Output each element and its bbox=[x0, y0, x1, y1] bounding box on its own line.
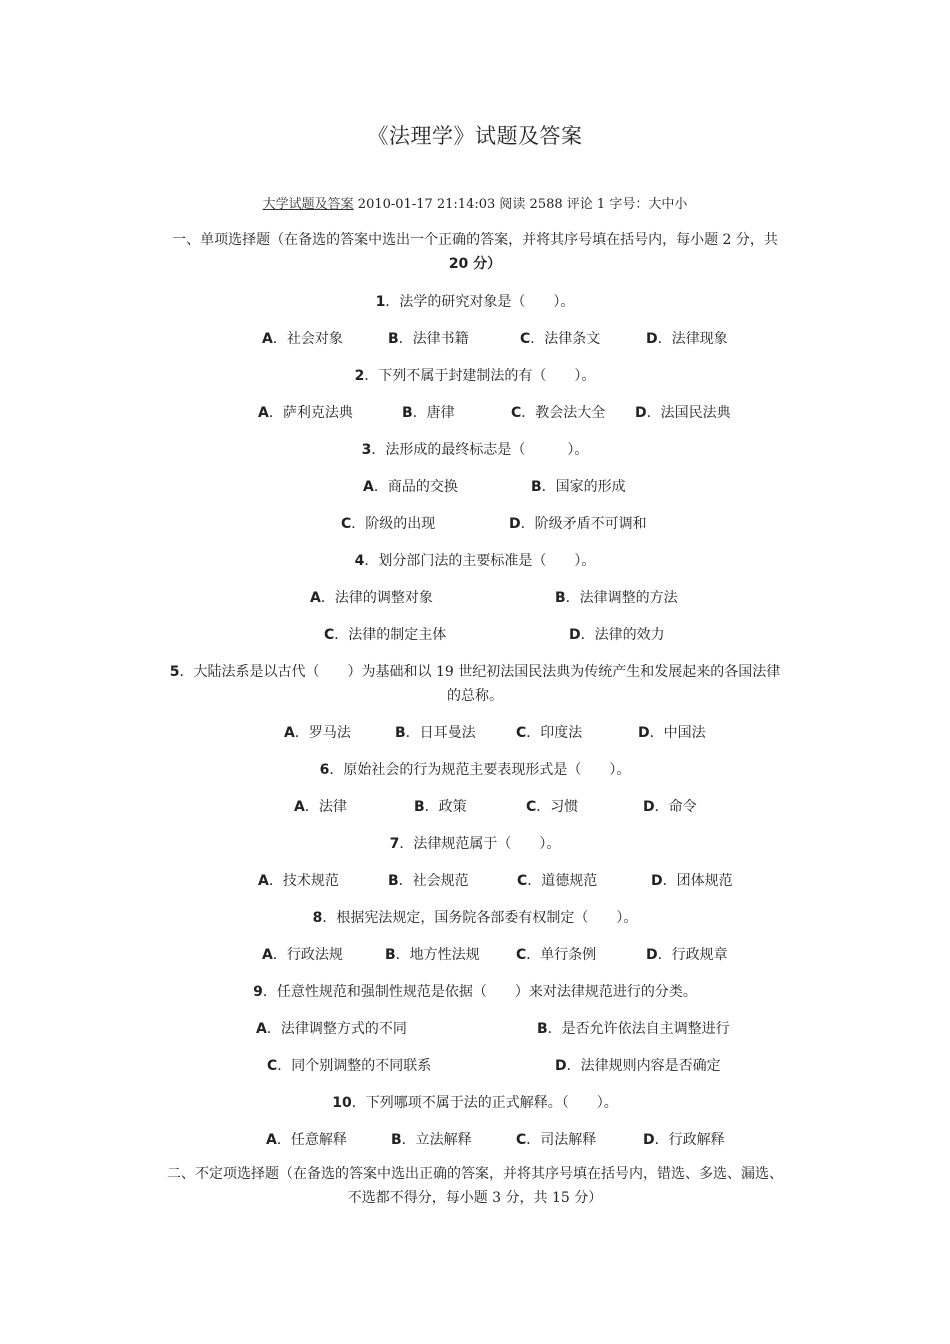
option-a: A．萨利克法典 bbox=[258, 405, 353, 421]
section-2-line-1: 二、不定项选择题（在备选的答案中选出正确的答案，并将其序号填在括号内，错选、多选、漏选、 bbox=[167, 1166, 783, 1182]
question-4-options-row-2 bbox=[0, 624, 950, 646]
question-3: 3．法形成的最终标志是（ ）。 bbox=[361, 442, 589, 458]
question-4: 4．划分部门法的主要标准是（ ）。 bbox=[354, 553, 596, 569]
section-1-line-1: 一、单项选择题（在备选的答案中选出一个正确的答案，并将其序号填在括号内，每小题 2 分，共 bbox=[172, 232, 778, 248]
section-1-heading bbox=[0, 228, 950, 276]
option-b: B．日耳曼法 bbox=[395, 725, 476, 741]
option-a: A．技术规范 bbox=[258, 873, 339, 889]
question-7: 7．法律规范属于（ ）。 bbox=[389, 836, 561, 852]
question-2-options bbox=[0, 402, 950, 424]
question-10-options bbox=[0, 1129, 950, 1151]
comment-count[interactable]: 评论 1 bbox=[566, 197, 606, 212]
question-2: 2．下列不属于封建制法的有（ ）。 bbox=[354, 368, 596, 384]
question-9-options-row-2 bbox=[0, 1055, 950, 1077]
question-6: 6．原始社会的行为规范主要表现形式是（ ）。 bbox=[319, 762, 631, 778]
option-c: C．司法解释 bbox=[516, 1132, 597, 1148]
category-link[interactable]: 大学试题及答案 bbox=[262, 197, 354, 212]
question-8-options bbox=[0, 944, 950, 966]
section-2-line-2: 不选都不得分，每小题 3 分，共 15 分） bbox=[347, 1190, 603, 1206]
option-b: B．地方性法规 bbox=[385, 947, 480, 963]
option-b: B．立法解释 bbox=[391, 1132, 472, 1148]
option-a: A．法律调整方式的不同 bbox=[256, 1021, 407, 1037]
option-d: D．行政规章 bbox=[646, 947, 728, 963]
section-1-line-2: 20 分） bbox=[448, 256, 502, 272]
option-d: D．命令 bbox=[643, 799, 697, 815]
question-10: 10．下列哪项不属于法的正式解释。（ ）。 bbox=[332, 1095, 618, 1111]
option-d: D．法律现象 bbox=[646, 331, 728, 347]
option-d: D．阶级矛盾不可调和 bbox=[509, 516, 647, 532]
option-a: A．罗马法 bbox=[284, 725, 351, 741]
option-d: D．法国民法典 bbox=[635, 405, 731, 421]
option-c: C．同个别调整的不同联系 bbox=[267, 1058, 432, 1074]
option-d: D．团体规范 bbox=[651, 873, 733, 889]
section-2-heading bbox=[0, 1162, 950, 1210]
option-d: D．法律的效力 bbox=[569, 627, 665, 643]
question-4-options-row-1 bbox=[0, 587, 950, 609]
option-b: B．是否允许依法自主调整进行 bbox=[537, 1021, 730, 1037]
question-6-options bbox=[0, 796, 950, 818]
option-d: D．法律规则内容是否确定 bbox=[555, 1058, 721, 1074]
option-c: C．习惯 bbox=[526, 799, 579, 815]
option-a: A．任意解释 bbox=[266, 1132, 347, 1148]
question-7-options bbox=[0, 870, 950, 892]
option-a: A．法律的调整对象 bbox=[310, 590, 433, 606]
option-c: C．法律条文 bbox=[520, 331, 601, 347]
question-3-options-row-1 bbox=[0, 476, 950, 498]
question-5: 5．大陆法系是以古代（ ）为基础和以 19 世纪初法国民法典为传统产生和发展起来的各国法律 bbox=[169, 664, 781, 680]
option-b: B．社会规范 bbox=[388, 873, 469, 889]
option-b: B．法律调整的方法 bbox=[555, 590, 678, 606]
option-d: D．行政解释 bbox=[643, 1132, 725, 1148]
option-c: C．阶级的出现 bbox=[341, 516, 436, 532]
question-5-continued: 的总称。 bbox=[447, 688, 503, 704]
option-b: B．法律书籍 bbox=[388, 331, 469, 347]
question-9-options-row-1 bbox=[0, 1018, 950, 1040]
question-3-options-row-2 bbox=[0, 513, 950, 535]
option-c: C．印度法 bbox=[516, 725, 583, 741]
option-c: C．道德规范 bbox=[517, 873, 598, 889]
article-meta bbox=[0, 193, 950, 212]
option-a: A．社会对象 bbox=[262, 331, 343, 347]
option-a: A．行政法规 bbox=[262, 947, 343, 963]
question-1-options bbox=[0, 328, 950, 350]
question-5-options bbox=[0, 722, 950, 744]
question-9: 9．任意性规范和强制性规范是依据（ ）来对法律规范进行的分类。 bbox=[253, 984, 697, 1000]
option-a: A．商品的交换 bbox=[363, 479, 458, 495]
post-datetime: 2010-01-17 21:14:03 bbox=[357, 197, 496, 212]
question-1: 1．法学的研究对象是（ ）。 bbox=[375, 294, 575, 310]
option-c: C．单行条例 bbox=[516, 947, 597, 963]
option-c: C．教会法大全 bbox=[511, 405, 606, 421]
question-8: 8．根据宪法规定，国务院各部委有权制定（ ）。 bbox=[312, 910, 638, 926]
read-count: 阅读 2588 bbox=[499, 197, 563, 212]
font-size-control[interactable]: 字号：大中小 bbox=[609, 197, 688, 212]
page-title: 《法理学》试题及答案 bbox=[367, 124, 583, 148]
option-b: B．国家的形成 bbox=[531, 479, 626, 495]
option-c: C．法律的制定主体 bbox=[324, 627, 447, 643]
option-b: B．政策 bbox=[414, 799, 467, 815]
option-b: B．唐律 bbox=[402, 405, 455, 421]
option-d: D．中国法 bbox=[638, 725, 706, 741]
option-a: A．法律 bbox=[294, 799, 347, 815]
